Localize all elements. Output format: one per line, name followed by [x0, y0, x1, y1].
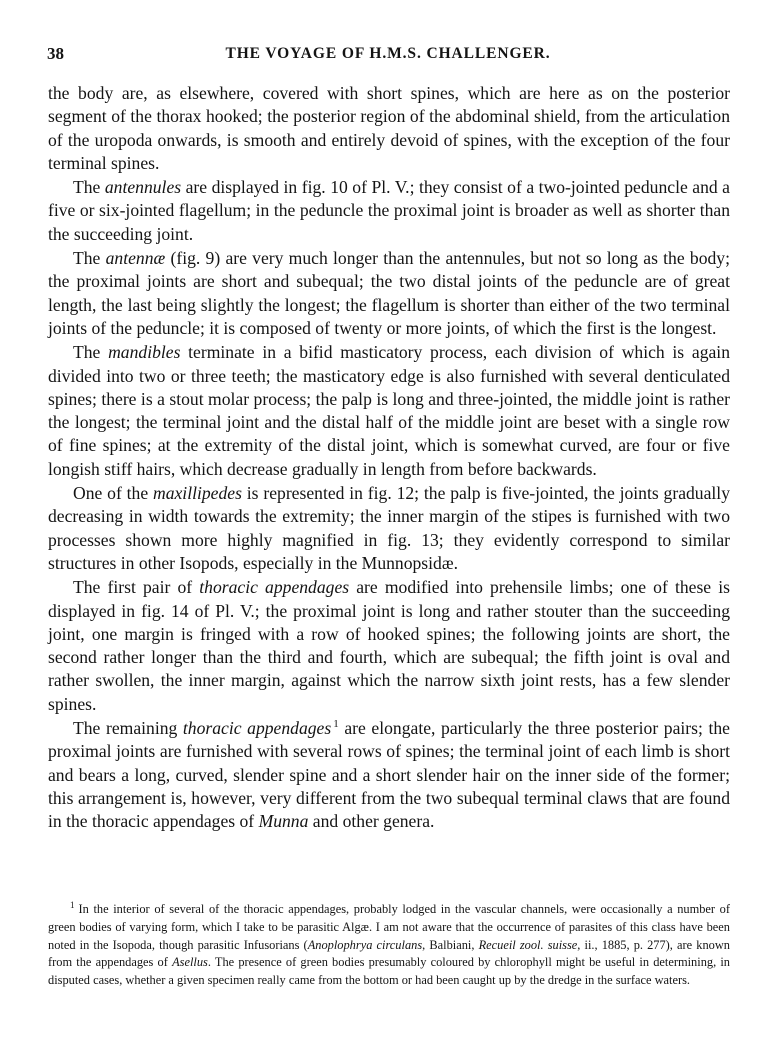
genus-name: Asellus [172, 955, 208, 970]
species-name: Anoplophrya circulans [307, 937, 423, 952]
page-number: 38 [47, 44, 64, 63]
anatomical-term: thoracic appendages [199, 577, 350, 598]
genus-name: Munna [258, 811, 309, 832]
footnote-text: In the interior of several of the thoracic appendages, probably lodged in the vascular channels, were occasionally a number of green bodies of varying form, which I take to be parasitic Algæ. I am not aware that the occurrence of parasites of this class have been noted in the Isopoda, though parasitic Infusorians ( [48, 902, 730, 952]
body-text [48, 82, 730, 834]
paragraph-text: are elongate, particularly the three posterior pairs; the proximal joints are furnished with several rows of spines; the terminal joint of each limb is short and bears a long, curved, slender spine and a short slender hair on the inner side of the former; this arrangement is, however, very different from the two subequal terminal claws that are found in the thoracic appendages of [48, 718, 730, 832]
paragraph-antennules [48, 176, 730, 246]
footnote-text: . The presence of green bodies presumably coloured by chlorophyll might be useful in determining, in disputed cases, whether a given specimen really came from the bottom or had been caught up by the dredge in the surface waters. [48, 955, 731, 988]
paragraph-text: are displayed in fig. 10 of Pl. V.; they consist of a two-jointed peduncle and a five or six-jointed flagellum; in the peduncle the proximal joint is broader as well as shorter than the succeeding joint. [48, 177, 730, 244]
paragraph-antennae [48, 247, 730, 340]
footnote-reference[interactable]: 1 [333, 718, 339, 731]
paragraph-lead: The first pair of [73, 577, 200, 598]
footnote-text: , Balbiani, [422, 937, 479, 952]
anatomical-term: thoracic appendages [182, 718, 332, 739]
journal-title: Recueil zool. suisse [478, 937, 578, 952]
paragraph-lead: The [73, 248, 106, 269]
paragraph-lead: The remaining [73, 718, 183, 739]
paragraph-maxillipedes [48, 482, 730, 575]
anatomical-term: maxillipedes [153, 483, 242, 504]
paragraph-lead: One of the [73, 483, 153, 504]
paragraph-lead: The [73, 177, 105, 198]
paragraph-text: is represented in fig. 12; the palp is five-jointed, the joints gradually decreasing in width towards the extremity; the inner margin of the stipes is furnished with two processes shown more highly magnified in fig. 13; they evidently correspond to similar structures in other Isopods, especially in the Munnopsidæ. [48, 483, 730, 573]
paragraph-text: terminate in a bifid masticatory process, each division of which is again divided into two or three teeth; the masticatory edge is also furnished with several denticulated spines; there is a stout molar process; the palp is long and three-jointed, the middle joint is rather the longest; the terminal joint and the distal half of the middle joint are beset with a single row of fine spines; at the extremity of the distal joint, which is somewhat curved, are four or five longish stiff hairs, which decrease gradually in length from before backwards. [48, 342, 730, 479]
running-head [0, 44, 776, 70]
paragraph-first-thoracic [48, 576, 730, 716]
anatomical-term: mandibles [108, 342, 181, 363]
footnote [48, 901, 730, 990]
paragraph-text: the body are, as elsewhere, covered with short spines, which are here as on the posterior segment of the thorax hooked; the posterior region of the abdominal shield, from the articulation of the uropoda onwards, is smooth and entirely devoid of spines, with the exception of the four terminal spines. [48, 83, 730, 173]
anatomical-term: antennæ [105, 248, 166, 269]
footnote-mark: 1 [70, 899, 75, 910]
running-title: THE VOYAGE OF H.M.S. CHALLENGER. [225, 45, 551, 62]
paragraph-text: are modified into prehensile limbs; one of these is displayed in fig. 14 of Pl. V.; the proximal joint is long and rather stouter than the succeeding joint, one margin is fringed with a row of hooked spines; the following joints are short, the second rather longer than the third and fourth, which are subequal; the fifth joint is oval and rather swollen, the inner margin, against which the narrow sixth joint rests, has a few slender spines. [48, 577, 730, 714]
paragraph-text: (fig. 9) are very much longer than the antennules, but not so long as the body; the proximal joints are short and subequal; the two distal joints of the peduncle are of great length, the last being slightly the longest; the flagellum is shorter than either of the two terminal joints of the peduncle; it is composed of twenty or more joints, of which the first is the longest. [48, 248, 730, 338]
footnote-text: , ii., 1885, p. 277), are known from the appendages of [48, 937, 730, 970]
paragraph-body-spines [48, 82, 730, 175]
paragraph-remaining-thoracic [48, 717, 730, 833]
anatomical-term: antennules [104, 177, 182, 198]
paragraph-mandibles [48, 341, 730, 481]
paragraph-lead: The [73, 342, 109, 363]
paragraph-tail: and other genera. [308, 811, 435, 832]
